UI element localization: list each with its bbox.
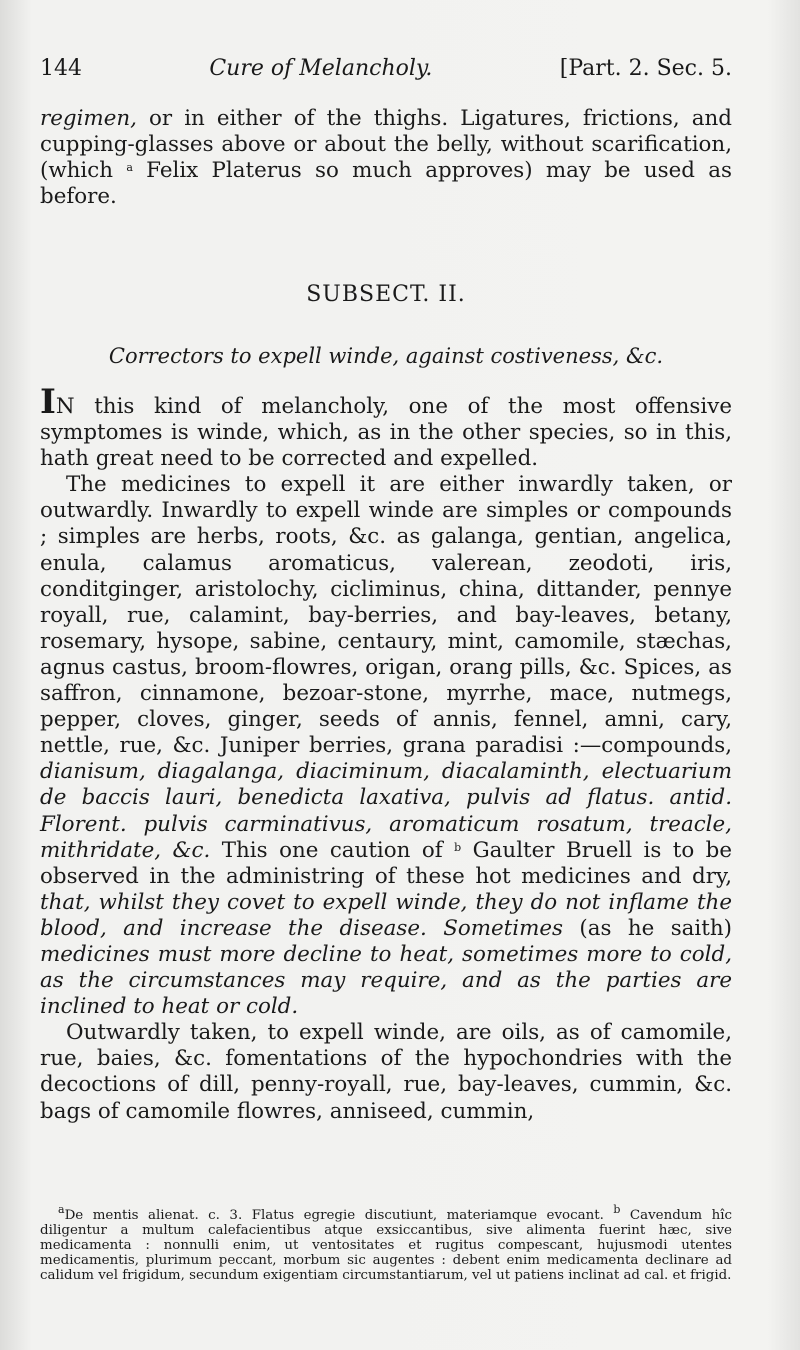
footnotes — [40, 1203, 732, 1283]
footnote-a-text: De mentis alienat. c. 3. Flatus egregie discutiunt, materiamque evocant. — [64, 1208, 614, 1223]
running-title: Cure of Melancholy. — [209, 56, 433, 81]
drop-cap: I — [40, 382, 56, 422]
main-text — [40, 382, 732, 1125]
section-marker: [Part. 2. Sec. 5. — [559, 56, 732, 81]
footnote-b-text: Cavendum hîc diligentur a multum calefacientibus atque exsiccantibus, sive alimenta fuerint hæc, sive medicamenta : nonnulli enim, ut ventositates et rugitus compescant, hujusmodi utentes medicamentis, plurimum peccant, morbum sic augentes : debent enim medicamenta declinare ad calidum vel frigidum, secundum exigentiam circumstantiarum, vel ut patiens inclinat ad cal. et frigid. — [40, 1208, 732, 1283]
paragraph-2-text-c: This one caution of — [210, 837, 455, 863]
subsection-heading: SUBSECT. II. — [306, 282, 466, 307]
paragraph-1-text: N this kind of melancholy, one of the most offensive symptomes is winde, which, as in the other species, so in this, hath great need to be corrected and expelled. — [40, 394, 732, 472]
paragraph-2-text-a: The medicines to expell it are either inwardly taken, or outwardly. Inwardly to expell winde are simples or compounds ; simples are herbs, roots, &c. as galanga, gentian, angelica, enula, calamus aromaticus, valerean, zeodoti, iris, conditginger, aristolochy, cicliminus, china, dittander, pennye royall, rue, calamint, bay-berries, and bay-leaves, betany, rosemary, hysope, sabine, centaury, mint, camomile, stæchas, agnus castus, broom-flowres, origan, orang pills, &c. Spices, as saffron, cinnamone, bezoar-stone, myrrhe, mace, nutmegs, pepper, cloves, ginger, seeds of annis, fennel, amni, cary, nettle, rue, &c. Juniper berries, grana paradisi :—compounds, — [40, 472, 732, 759]
footnote-mark-b: b — [454, 840, 462, 854]
footnote-mark-a: a — [126, 161, 133, 175]
paragraph-2-text-d: Gaulter Bruell is to be observed in the administring of these hot medicines and dry, — [40, 837, 732, 889]
paragraph-1 — [40, 382, 732, 472]
opening-text: or in either of the thighs. Ligatures, frictions, and cupping-glasses above or about the belly, without scarification, (which — [40, 106, 732, 184]
footnote-b-mark: b — [613, 1203, 621, 1216]
opening-paragraph — [40, 106, 732, 210]
footnote-a-mark: a — [58, 1203, 65, 1216]
paragraph-2-text-f: (as he saith) — [563, 915, 732, 941]
paragraph-3: Outwardly taken, to expell winde, are oils, as of camomile, rue, baies, &c. fomentations of the hypochondries with the decoctions of dill, penny-royall, rue, bay-leaves, cummin, &c. bags of camomile flowres, anniseed, cummin, — [40, 1020, 732, 1124]
paragraph-2-italic-e: that, whilst they covet to expell winde, they do not inflame the blood, and increase the disease. Sometimes — [40, 889, 732, 941]
opening-lead: regimen, — [40, 106, 137, 131]
opening-tail: Felix Platerus so much approves) may be used as before. — [40, 158, 732, 210]
subsection-subtitle: Correctors to expell winde, against costiveness, &c. — [108, 344, 664, 368]
paragraph-2-italic-g: medicines must more decline to heat, sometimes more to cold, as the circumstances may require, and as the parties are inclined to heat or cold. — [40, 941, 732, 1020]
page-number: 144 — [40, 56, 82, 81]
paragraph-2-compounds: dianisum, diagalanga, diaciminum, diacalaminth, electuarium de baccis lauri, benedicta laxativa, pulvis ad flatus. antid. Florent. pulvis carminativus, aromaticum rosatum, treacle, mithridate, &c. — [40, 759, 732, 863]
paragraph-2 — [40, 472, 732, 1020]
running-header — [40, 56, 732, 81]
